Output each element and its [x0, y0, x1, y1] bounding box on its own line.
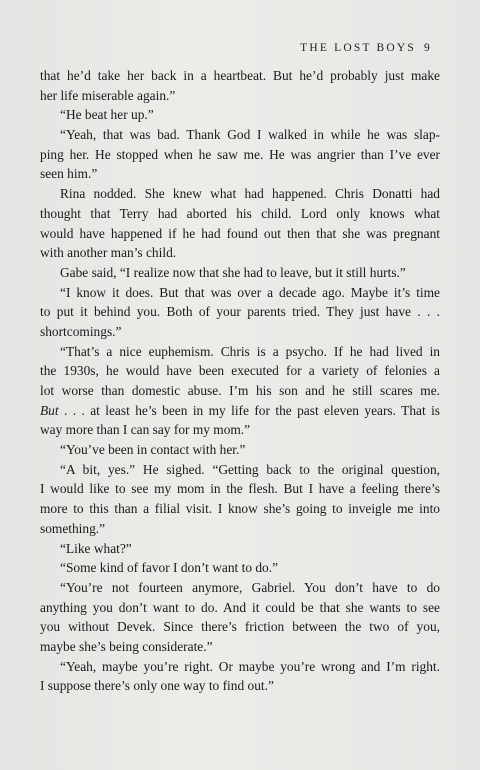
- text-line: ping her. He stopped when he saw me. He was angrier than I’ve ever: [40, 146, 440, 162]
- text-line: Rina nodded. She knew what had happened. Chris Donatti had: [60, 186, 440, 202]
- text-line: the 1930s, he would have been executed for a variety of felonies a: [40, 363, 440, 379]
- text-line: way more than I can say for my mom.”: [40, 422, 251, 438]
- text-line: But . . . at least he’s been in my life for the past eleven years. That is: [40, 402, 440, 418]
- text-line: more to this than a filial visit. I know she’s going to inveigle me into: [40, 501, 440, 517]
- running-head: [300, 42, 432, 54]
- text-line: “I know it does. But that was over a decade ago. Maybe it’s time: [60, 284, 440, 300]
- text-line: “You’re not fourteen anymore, Gabriel. You don’t have to do: [60, 579, 440, 595]
- text-line: “Some kind of favor I don’t want to do.”: [60, 560, 279, 576]
- text-line: “Like what?”: [60, 540, 132, 556]
- text-line: with another man’s child.: [40, 245, 177, 261]
- page-number: 9: [424, 42, 432, 54]
- text-line: “You’ve been in contact with her.”: [60, 442, 246, 458]
- text-line: her life miserable again.”: [40, 87, 176, 103]
- text-line: seen him.”: [40, 166, 98, 182]
- text-line: “Yeah, maybe you’re right. Or maybe you’re wrong and I’m right.: [60, 658, 440, 674]
- text-line: shortcomings.”: [40, 323, 122, 339]
- text-line: “That’s a nice euphemism. Chris is a psycho. If he had lived in: [60, 343, 440, 359]
- body-text: [40, 66, 440, 696]
- text-line: something.”: [40, 520, 106, 536]
- text-line: to put it behind you. Both of your parents tried. They just have . . .: [40, 304, 440, 320]
- text-line: lot worse than domestic abuse. I’m his son and he still scares me.: [40, 383, 440, 398]
- text-line: “Yeah, that was bad. Thank God I walked in while he was slap-: [60, 127, 440, 143]
- text-line: I suppose there’s only one way to find out.”: [40, 678, 274, 694]
- text-line: maybe she’s being considerate.”: [40, 638, 213, 654]
- text-line: Gabe said, “I realize now that she had to leave, but it still hurts.”: [60, 264, 406, 280]
- text-line: “He beat her up.”: [60, 107, 154, 123]
- text-line: you without Devek. Since there’s friction between the two of you,: [40, 619, 440, 635]
- text-line: would have happened if he had found out then that she was pregnant: [40, 225, 440, 241]
- italic-emphasis: But: [40, 402, 59, 418]
- text-line: anything you don’t want to do. And it could be that she wants to see: [40, 599, 440, 615]
- running-title: THE LOST BOYS: [300, 42, 417, 54]
- text-line: “A bit, yes.” He sighed. “Getting back to the original question,: [60, 461, 440, 477]
- text-line: I would like to see my mom in the flesh. But I have a feeling there’s: [40, 481, 440, 497]
- text-line: thought that Terry had aborted his child. Lord only knows what: [40, 205, 440, 221]
- text-line: that he’d take her back in a heartbeat. But he’d probably just make: [40, 68, 440, 83]
